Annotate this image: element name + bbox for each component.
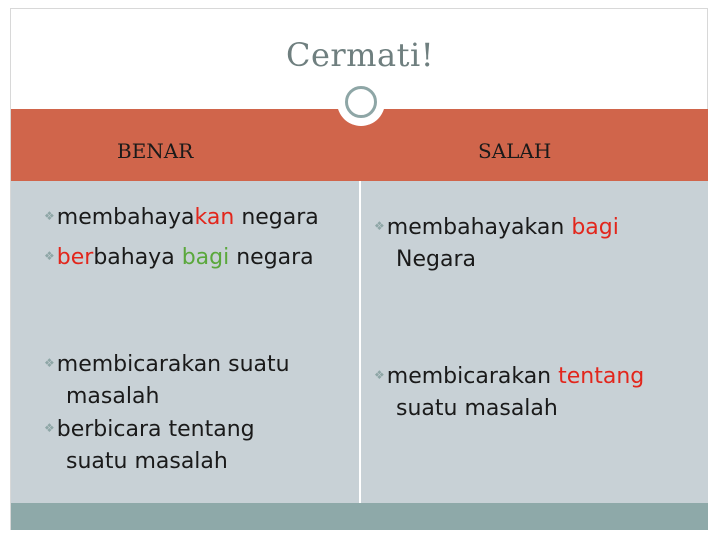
word-part: membahaya: [56, 205, 195, 230]
column-divider: [359, 181, 361, 503]
diamond-bullet-icon: ❖: [44, 421, 55, 435]
word-part: negara: [234, 205, 319, 230]
slide-title: Cermati!: [285, 36, 435, 74]
diamond-bullet-icon: ❖: [374, 219, 385, 233]
word-highlight: bagi: [181, 245, 230, 270]
word-part: membahayakan: [386, 215, 572, 240]
list-item: [44, 350, 290, 411]
word-highlight: tentang: [558, 364, 645, 389]
diamond-bullet-icon: ❖: [44, 209, 55, 223]
list-item: [44, 243, 314, 275]
item-line: Negara: [396, 247, 476, 272]
word-highlight: kan: [194, 205, 235, 230]
word-part: bahaya: [93, 245, 182, 270]
item-line: masalah: [66, 384, 160, 409]
word-part: negara: [229, 245, 314, 270]
word-highlight: ber: [56, 245, 94, 270]
item-line: membicarakan suatu: [56, 352, 290, 377]
table-footer: [11, 503, 708, 530]
header-benar: BENAR: [117, 139, 194, 163]
diamond-bullet-icon: ❖: [44, 249, 55, 263]
ring-icon: [339, 80, 383, 124]
ring-inner: [345, 86, 377, 118]
item-line: berbicara tentang: [56, 417, 255, 442]
diamond-bullet-icon: ❖: [44, 356, 55, 370]
list-item: [374, 213, 619, 274]
list-item: [44, 203, 319, 235]
list-item: [374, 362, 644, 423]
header-salah: SALAH: [478, 139, 552, 163]
word-part: membicarakan: [386, 364, 559, 389]
diamond-bullet-icon: ❖: [374, 368, 385, 382]
item-line: suatu masalah: [66, 449, 228, 474]
word-highlight: bagi: [571, 215, 619, 240]
item-line: suatu masalah: [396, 396, 558, 421]
list-item: [44, 415, 255, 476]
